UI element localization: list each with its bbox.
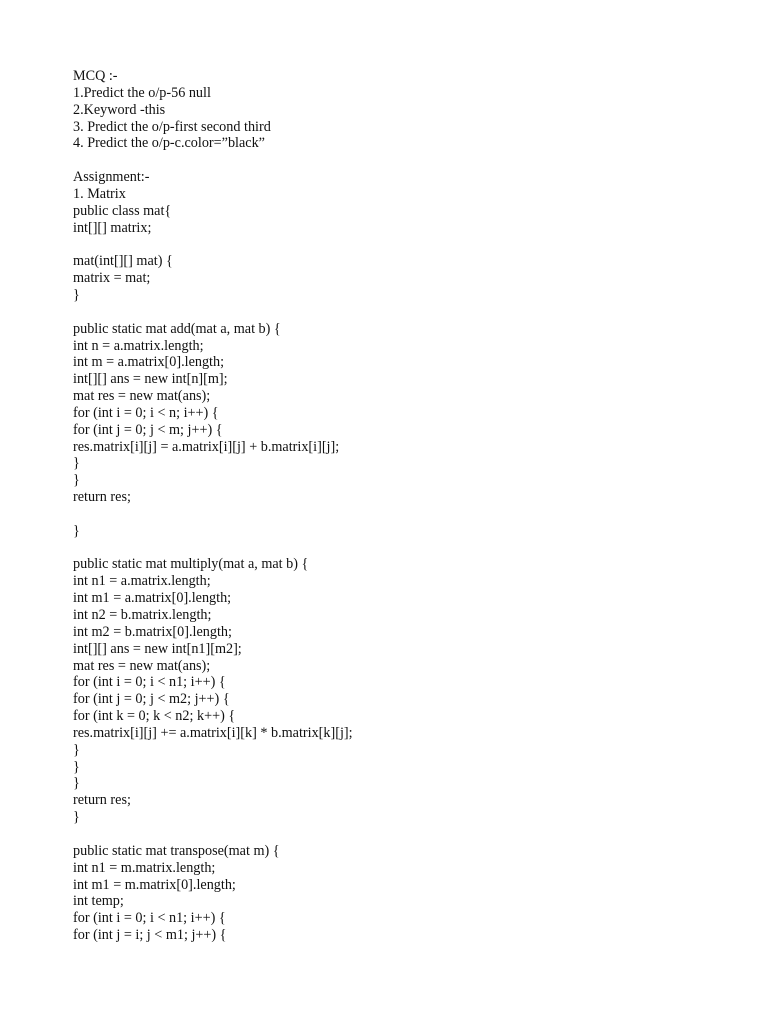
text-line: int m2 = b.matrix[0].length; [73, 623, 232, 640]
text-line: int n = a.matrix.length; [73, 337, 204, 354]
blank-line [73, 540, 733, 557]
text-line: for (int i = 0; i < n1; i++) { [73, 910, 226, 927]
text-line: return res; [73, 792, 131, 809]
text-line: mat res = new mat(ans); [73, 388, 211, 405]
text-line: int n2 = b.matrix.length; [73, 607, 212, 623]
text-line: MCQ :- [73, 68, 118, 84]
text-line: } [73, 741, 80, 758]
text-line: res.matrix[i][j] = a.matrix[i][j] + b.matrix[i][j]; [73, 438, 340, 455]
text-line: public static mat multiply(mat a, mat b) { [73, 556, 309, 573]
text-line: for (int k = 0; k < n2; k++) { [73, 708, 236, 725]
blank-line [73, 826, 733, 843]
text-line: int m1 = a.matrix[0].length; [73, 590, 232, 607]
blank-line [73, 152, 733, 169]
text-line: 2.Keyword -this [73, 101, 166, 118]
text-line: mat res = new mat(ans); [73, 657, 211, 674]
text-line: int m1 = m.matrix[0].length; [73, 876, 236, 893]
text-line: for (int j = 0; j < m2; j++) { [73, 691, 230, 708]
text-line: } [73, 758, 80, 775]
text-line: public static mat add(mat a, mat b) { [73, 320, 281, 337]
text-line: for (int i = 0; i < n1; i++) { [73, 674, 226, 691]
text-line: public class mat{ [73, 202, 172, 219]
text-line: } [73, 286, 80, 303]
text-line: } [73, 522, 80, 539]
text-line: int[][] matrix; [73, 219, 152, 236]
text-line: int n1 = m.matrix.length; [73, 859, 216, 876]
text-line: int n1 = a.matrix.length; [73, 573, 211, 590]
text-line: public static mat transpose(mat m) { [73, 842, 280, 859]
text-line: int temp; [73, 893, 124, 910]
text-line: 3. Predict the o/p-first second third [73, 118, 271, 135]
blank-line [73, 236, 733, 253]
text-line: for (int i = 0; i < n; i++) { [73, 404, 219, 421]
text-line: res.matrix[i][j] += a.matrix[i][k] * b.matrix[k][j]; [73, 724, 353, 741]
text-line: mat(int[][] mat) { [73, 253, 173, 270]
text-line: for (int j = i; j < m1; j++) { [73, 927, 227, 944]
text-line: int[][] ans = new int[n1][m2]; [73, 640, 242, 657]
blank-line [73, 506, 733, 523]
blank-line [73, 304, 733, 321]
text-line: 1. Matrix [73, 185, 126, 202]
text-line: 1.Predict the o/p-56 null [73, 84, 211, 101]
text-line: int[][] ans = new int[n][m]; [73, 371, 228, 388]
text-line: Assignment:- [73, 169, 150, 186]
text-line: } [73, 472, 80, 489]
document-body [73, 68, 733, 944]
text-line: int m = a.matrix[0].length; [73, 354, 225, 371]
text-line: } [73, 455, 80, 472]
text-line: 4. Predict the o/p-c.color=”black” [73, 135, 265, 152]
text-line: for (int j = 0; j < m; j++) { [73, 421, 223, 438]
text-line: return res; [73, 489, 131, 506]
text-line: } [73, 809, 80, 826]
text-line: } [73, 775, 80, 792]
text-line: matrix = mat; [73, 270, 151, 287]
